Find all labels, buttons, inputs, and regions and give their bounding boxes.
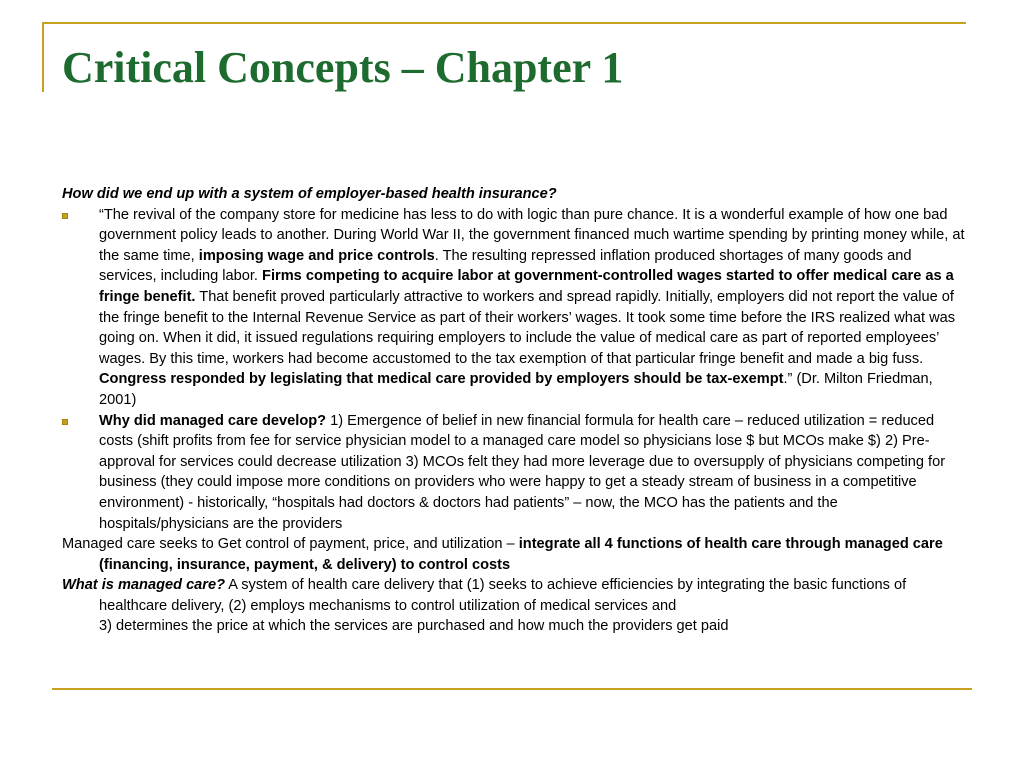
- bullet-managed-care-development: [62, 411, 966, 535]
- square-bullet-icon: [62, 419, 68, 425]
- managed-care-goal: [62, 534, 966, 575]
- bullet-friedman-quote: [62, 205, 966, 411]
- quote-text-3: That benefit proved particularly attractive to workers and spread rapidly. Initially, employers did not report the value of the fringe benefit to the Internal Revenue Service as part of their workers’ wages. It took some time before the IRS realized what was going on. When it did, it issued regulations requiring employers to include the value of medical care as part of reported employees’ wages. By this time, workers had become accustomed to the tax exemption of that particular fringe benefit and made a big fuss.: [99, 288, 956, 367]
- goal-text: Managed care seeks to Get control of payment, price, and utilization –: [62, 536, 519, 553]
- question-heading: How did we end up with a system of employer-based health insurance?: [62, 186, 557, 202]
- slide-title: Critical Concepts – Chapter 1: [62, 43, 624, 92]
- managed-care-definition: [62, 575, 966, 637]
- quote-text-1: “The revival of the company store for medicine has less to do with logic than pure chance. It is a wonderful example of how one bad government policy leads to another. During World War II, the government financed much wartime spending by printing money while, at the same time,: [99, 206, 965, 264]
- quote-bold-3: Congress responded by legislating that medical care provided by employers should be tax-exempt: [99, 371, 784, 388]
- accent-top-line: [42, 22, 966, 24]
- definition-text: A system of health care delivery that (1) seeks to achieve efficiencies by integrating the basic functions of healthcare delivery, (2) employs mechanisms to control utilization of medical services and: [99, 577, 907, 614]
- definition-question: What is managed care?: [62, 577, 226, 594]
- quote-text-2: . The resulting repressed inflation produced shortages of many goods and services, including labor.: [99, 247, 912, 285]
- quote-bold-2: Firms competing to acquire labor at government-controlled wages started to offer medical care as a fringe benefit.: [99, 268, 954, 305]
- goal-bold: integrate all 4 functions of health care through managed care (financing, insurance, payment, & delivery) to control costs: [99, 536, 943, 573]
- quote-text-4: .” (Dr. Milton Friedman, 2001): [99, 371, 933, 408]
- quote-bold-1: imposing wage and price controls: [198, 247, 435, 264]
- bullet-list: [62, 205, 966, 535]
- accent-bottom-line: [52, 688, 972, 690]
- definition-text-2: 3) determines the price at which the services are purchased and how much the providers get paid: [99, 618, 729, 635]
- development-question: Why did managed care develop?: [99, 412, 327, 429]
- square-bullet-icon: [62, 213, 68, 219]
- slide-body: [62, 184, 966, 637]
- accent-vertical-line: [42, 22, 44, 92]
- development-text: 1) Emergence of belief in new financial formula for health care – reduced utilization = reduced costs (shift profits from fee for service physician model to a managed care model so physicians lose $ but MCOs make $) 2) Pre-approval for services could decrease utilization 3) MCOs felt they had more leverage due to oversupply of physicians competing for business (they could impose more conditions on providers who were happy to get a steady stream of business in a competitive environment) - historically, “hospitals had doctors & doctors had patients” – now, the MCO has the patients and the hospitals/physicians are the providers: [99, 412, 946, 532]
